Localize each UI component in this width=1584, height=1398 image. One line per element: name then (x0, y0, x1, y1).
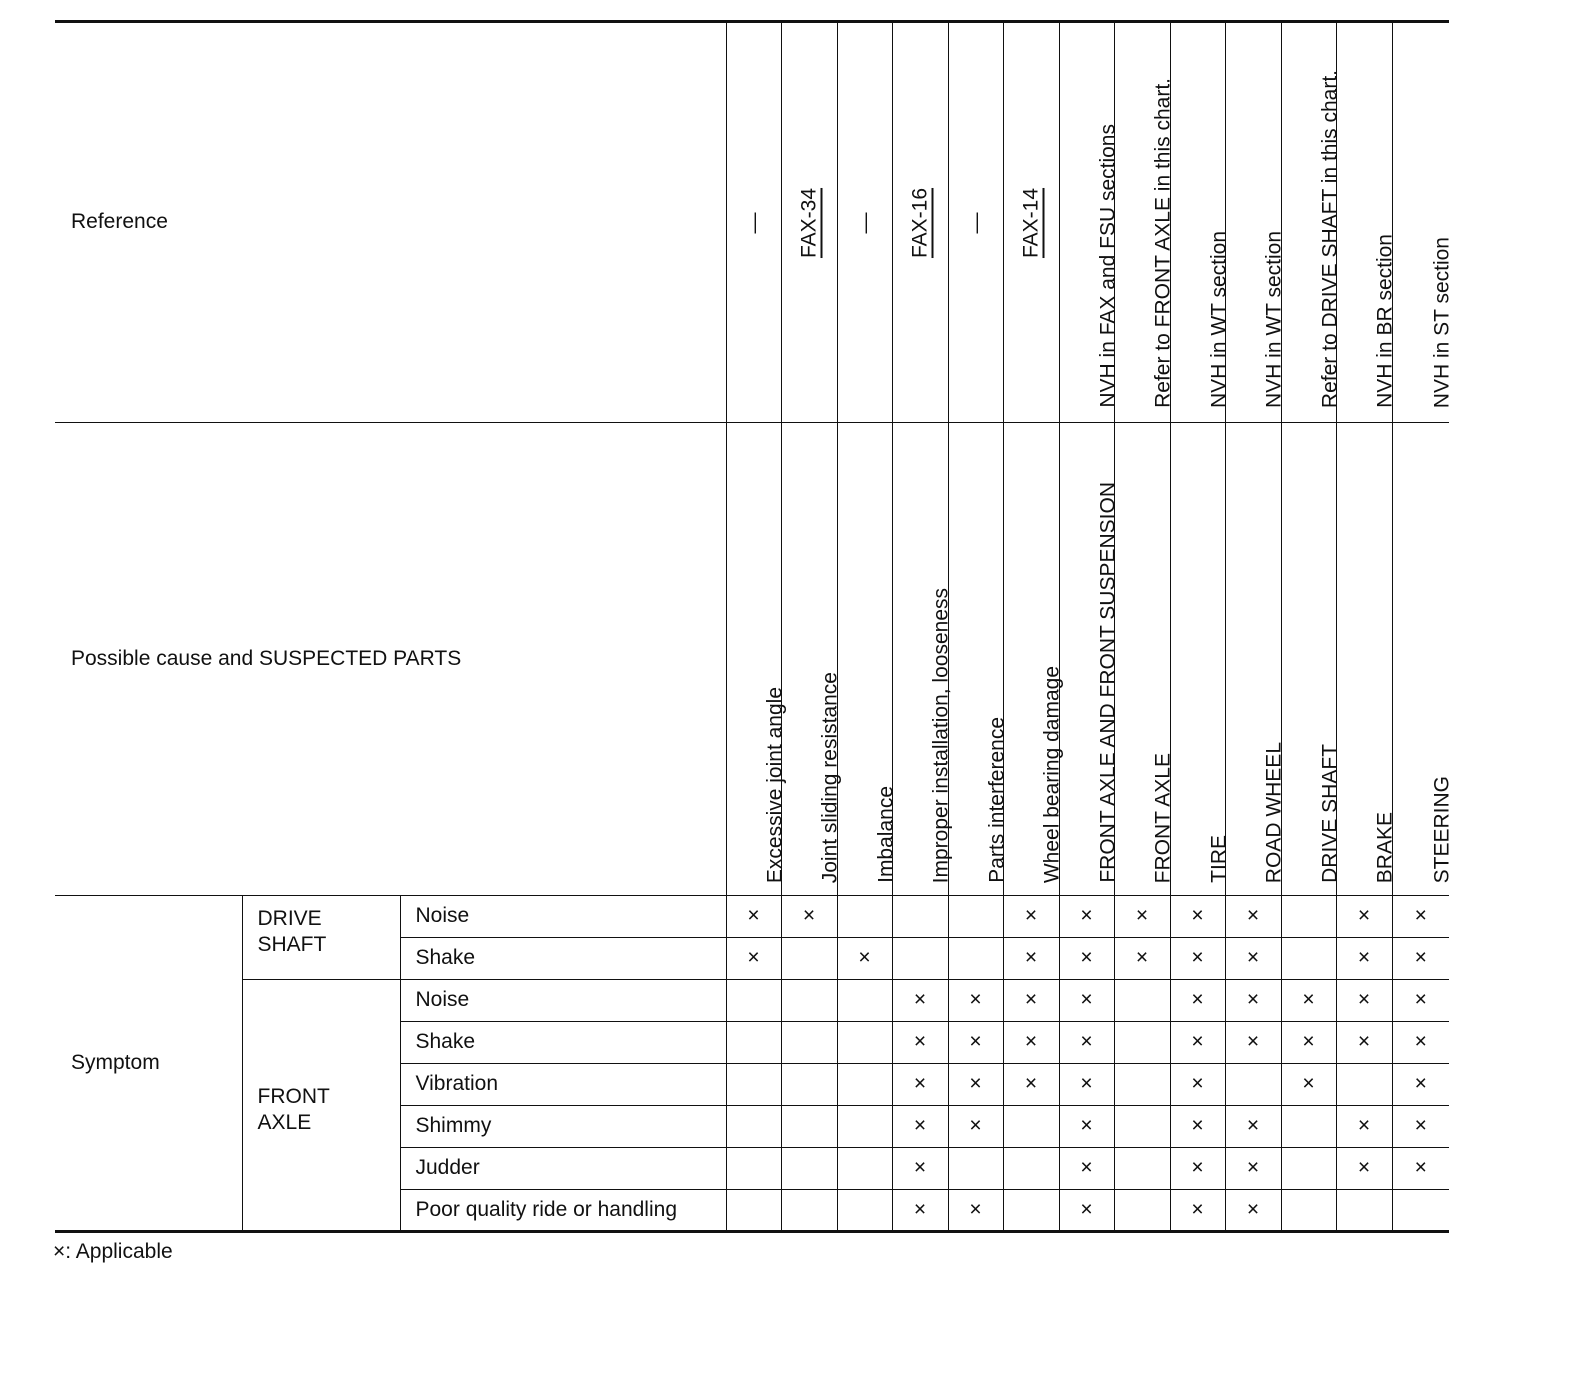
symptom-name: Noise (400, 980, 726, 1022)
symptom-name: Shake (400, 1022, 726, 1064)
applicable-mark: × (1003, 1022, 1059, 1064)
applicable-mark: × (1059, 896, 1114, 938)
reference-cell[interactable] (892, 22, 948, 423)
suspected-part-cell (1336, 423, 1397, 896)
reference-label: Reference (55, 22, 726, 423)
applicable-mark: × (1170, 1064, 1225, 1106)
empty-cell (1114, 1064, 1170, 1106)
empty-cell (1114, 1148, 1170, 1190)
suspected-part-cell (837, 423, 897, 896)
empty-cell (726, 980, 781, 1022)
reference-cell (1059, 22, 1119, 423)
nvh-troubleshooting-table (55, 20, 1454, 1233)
suspected-part-cell (781, 423, 842, 896)
reference-row (55, 22, 1449, 423)
empty-cell (1114, 1190, 1170, 1232)
empty-cell (1003, 1190, 1059, 1232)
empty-cell (781, 1106, 837, 1148)
suspected-part-cell (1170, 423, 1230, 896)
applicable-mark: × (1225, 1190, 1281, 1232)
applicable-mark: × (1170, 980, 1225, 1022)
applicable-mark: × (892, 1148, 948, 1190)
empty-cell (837, 1106, 892, 1148)
applicable-mark: × (1392, 1064, 1449, 1106)
empty-cell (726, 1064, 781, 1106)
empty-cell (1392, 1190, 1449, 1232)
applicable-mark: × (1225, 1022, 1281, 1064)
applicable-mark: × (892, 1106, 948, 1148)
reference-text: NVH in WT section (1262, 231, 1286, 408)
symptom-row (55, 980, 1449, 1022)
applicable-mark: × (1392, 1106, 1449, 1148)
suspected-part-cell (1059, 423, 1119, 896)
reference-cell[interactable] (1003, 22, 1059, 423)
symptom-group-label: FRONT AXLE (242, 980, 400, 1232)
suspected-part-label: FRONT AXLE (1151, 752, 1175, 883)
suspected-part-label: FRONT AXLE AND FRONT SUSPENSION (1096, 482, 1119, 883)
empty-cell (892, 896, 948, 938)
applicable-mark: × (1059, 1190, 1114, 1232)
empty-cell (837, 1148, 892, 1190)
applicable-mark: × (1392, 1148, 1449, 1190)
applicable-mark: × (1336, 938, 1392, 980)
symptom-name: Vibration (400, 1064, 726, 1106)
empty-cell (1114, 1022, 1170, 1064)
applicable-mark: × (1003, 938, 1059, 980)
empty-cell (781, 980, 837, 1022)
empty-cell (1281, 1190, 1336, 1232)
applicable-mark: × (1003, 980, 1059, 1022)
applicable-mark: × (1281, 1022, 1336, 1064)
reference-link[interactable]: FAX-14 (1019, 187, 1043, 258)
applicable-mark: × (1225, 1148, 1281, 1190)
applicable-mark: × (1114, 896, 1170, 938)
empty-cell (781, 1022, 837, 1064)
empty-cell (781, 1190, 837, 1232)
reference-text: — (964, 212, 987, 233)
suspected-part-label: Imbalance (874, 786, 897, 883)
empty-cell (948, 938, 1003, 980)
applicable-mark: × (1170, 1190, 1225, 1232)
applicable-mark: × (1336, 980, 1392, 1022)
empty-cell (837, 896, 892, 938)
applicable-mark: × (892, 980, 948, 1022)
applicable-mark: × (1336, 1106, 1392, 1148)
applicable-mark: × (1392, 896, 1449, 938)
suspected-part-cell (1392, 423, 1454, 896)
applicable-mark: × (1059, 1022, 1114, 1064)
suspected-part-cell (1225, 423, 1286, 896)
applicable-mark: × (1336, 1148, 1392, 1190)
reference-cell (948, 22, 1003, 423)
suspected-part-label: STEERING (1430, 775, 1454, 883)
empty-cell (1003, 1148, 1059, 1190)
empty-cell (837, 1190, 892, 1232)
applicable-mark: × (1059, 1148, 1114, 1190)
reference-cell (1114, 22, 1175, 423)
suspected-part-cell (1003, 423, 1064, 896)
reference-text: NVH in BR section (1373, 234, 1397, 408)
reference-cell (1170, 22, 1230, 423)
applicable-mark: × (726, 938, 781, 980)
suspected-part-label: Improper installation, looseness (929, 587, 953, 883)
suspected-part-label: DRIVE SHAFT (1318, 744, 1341, 883)
applicable-mark: × (1003, 896, 1059, 938)
reference-text: — (853, 212, 876, 233)
empty-cell (837, 980, 892, 1022)
reference-cell[interactable] (781, 22, 837, 423)
suspected-part-label: Joint sliding resistance (818, 671, 842, 883)
empty-cell (1336, 1064, 1392, 1106)
applicable-mark: × (1059, 1064, 1114, 1106)
applicable-mark: × (1059, 938, 1114, 980)
applicable-mark: × (726, 896, 781, 938)
applicable-mark: × (1114, 938, 1170, 980)
reference-text: NVH in ST section (1430, 236, 1454, 408)
suspected-part-label: Parts interference (985, 717, 1008, 883)
applicable-mark: × (948, 1022, 1003, 1064)
suspected-parts-label: Possible cause and SUSPECTED PARTS (55, 423, 726, 896)
empty-cell (1281, 938, 1336, 980)
empty-cell (837, 1064, 892, 1106)
applicable-mark: × (892, 1022, 948, 1064)
symptom-name: Shimmy (400, 1106, 726, 1148)
applicable-mark: × (892, 1190, 948, 1232)
suspected-part-label: Excessive joint angle (763, 686, 786, 883)
applicable-mark: × (1170, 896, 1225, 938)
empty-cell (1003, 1106, 1059, 1148)
empty-cell (726, 1148, 781, 1190)
suspected-part-label: Wheel bearing damage (1040, 665, 1064, 883)
suspected-part-cell (1114, 423, 1175, 896)
empty-cell (781, 938, 837, 980)
applicable-mark: × (1281, 980, 1336, 1022)
empty-cell (1281, 1148, 1336, 1190)
empty-cell (1114, 1106, 1170, 1148)
empty-cell (1225, 1064, 1281, 1106)
legend-note: ×: Applicable (53, 1240, 173, 1263)
suspected-part-label: BRAKE (1373, 811, 1397, 883)
suspected-part-cell (948, 423, 1008, 896)
reference-cell (1225, 22, 1286, 423)
reference-link[interactable]: FAX-34 (797, 187, 821, 258)
suspected-part-cell (726, 423, 786, 896)
applicable-mark: × (1170, 1106, 1225, 1148)
reference-text: Refer to FRONT AXLE in this chart. (1151, 78, 1175, 408)
empty-cell (1114, 980, 1170, 1022)
empty-cell (1336, 1190, 1392, 1232)
applicable-mark: × (948, 1064, 1003, 1106)
suspected-part-label: ROAD WHEEL (1262, 741, 1286, 883)
empty-cell (948, 896, 1003, 938)
reference-cell (726, 22, 781, 423)
reference-text: — (742, 212, 765, 233)
symptom-name: Poor quality ride or handling (400, 1190, 726, 1232)
applicable-mark: × (1170, 1148, 1225, 1190)
applicable-mark: × (1392, 938, 1449, 980)
symptom-label: Symptom (55, 896, 242, 1232)
applicable-mark: × (948, 1106, 1003, 1148)
applicable-mark: × (1003, 1064, 1059, 1106)
empty-cell (781, 1064, 837, 1106)
empty-cell (892, 938, 948, 980)
empty-cell (726, 1190, 781, 1232)
suspected-part-cell (1281, 423, 1341, 896)
empty-cell (948, 1148, 1003, 1190)
applicable-mark: × (948, 980, 1003, 1022)
applicable-mark: × (1392, 980, 1449, 1022)
applicable-mark: × (1336, 896, 1392, 938)
applicable-mark: × (1336, 1022, 1392, 1064)
applicable-mark: × (1225, 938, 1281, 980)
symptom-name: Shake (400, 938, 726, 980)
applicable-mark: × (1170, 1022, 1225, 1064)
empty-cell (781, 1148, 837, 1190)
symptom-name: Noise (400, 896, 726, 938)
reference-cell (837, 22, 892, 423)
symptom-row (55, 896, 1449, 938)
reference-text: NVH in WT section (1207, 231, 1230, 408)
applicable-mark: × (1059, 1106, 1114, 1148)
symptom-group-label: DRIVE SHAFT (242, 896, 400, 980)
empty-cell (1281, 896, 1336, 938)
reference-text: Refer to DRIVE SHAFT in this chart. (1318, 69, 1341, 408)
applicable-mark: × (1225, 1106, 1281, 1148)
reference-text: NVH in FAX and FSU sections (1096, 124, 1119, 408)
applicable-mark: × (1392, 1022, 1449, 1064)
reference-cell (1281, 22, 1341, 423)
reference-cell (1336, 22, 1397, 423)
applicable-mark: × (837, 938, 892, 980)
reference-cell (1392, 22, 1454, 423)
applicable-mark: × (1059, 980, 1114, 1022)
applicable-mark: × (1170, 938, 1225, 980)
applicable-mark: × (1281, 1064, 1336, 1106)
applicable-mark: × (1225, 896, 1281, 938)
empty-cell (1281, 1106, 1336, 1148)
applicable-mark: × (781, 896, 837, 938)
applicable-mark: × (948, 1190, 1003, 1232)
symptom-name: Judder (400, 1148, 726, 1190)
suspected-parts-row (55, 423, 1449, 896)
empty-cell (726, 1022, 781, 1064)
empty-cell (726, 1106, 781, 1148)
suspected-part-cell (892, 423, 953, 896)
applicable-mark: × (1225, 980, 1281, 1022)
suspected-part-label: TIRE (1207, 835, 1230, 883)
applicable-mark: × (892, 1064, 948, 1106)
empty-cell (837, 1022, 892, 1064)
reference-link[interactable]: FAX-16 (908, 187, 932, 258)
